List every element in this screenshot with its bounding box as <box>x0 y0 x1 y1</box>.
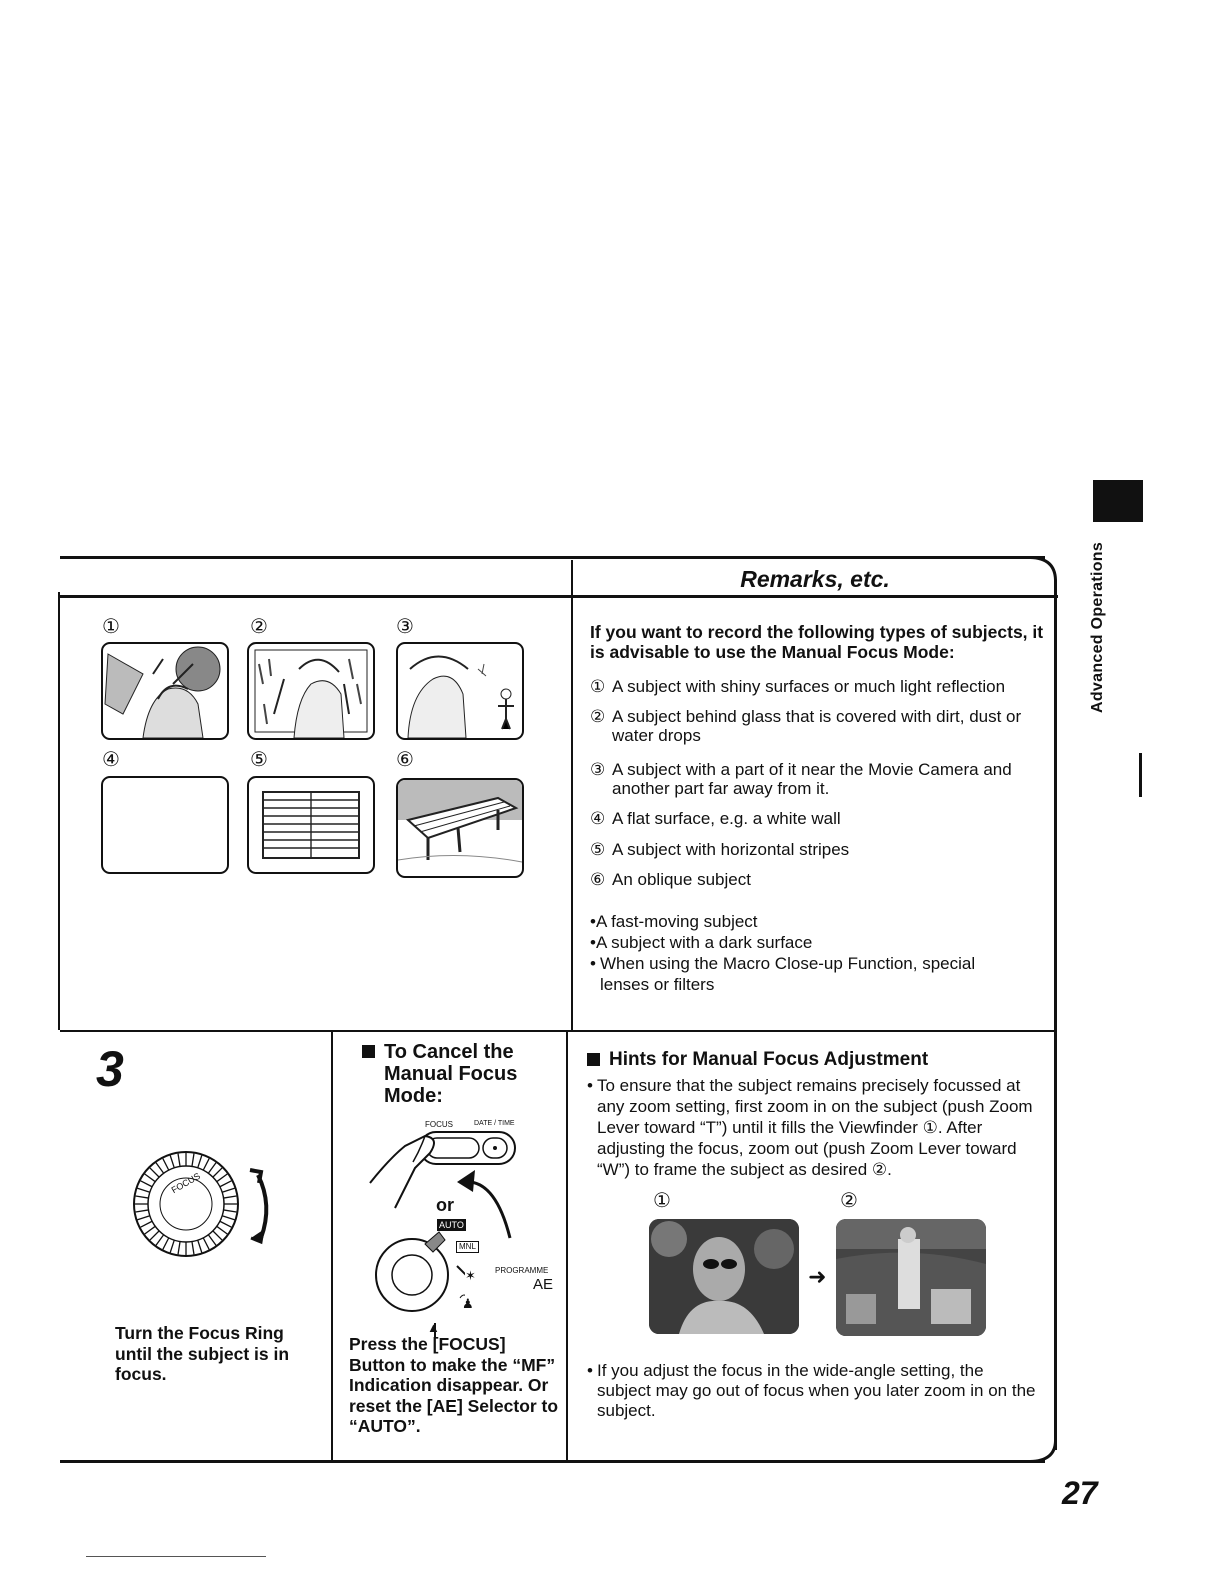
remarks-item-6-text: An oblique subject <box>612 870 751 889</box>
woman-near-figure-far-icon <box>398 644 522 738</box>
hints-bullet-1: • To ensure that the subject remains precisely focussed at any zoom setting, first zoom in on the subject (push Zoom Lever toward “T”) until it fills the Viewfinder ①. After adjusting the focus, zoom out (push Zoom Lever toward “W”) to frame the subject as desired ②. <box>587 1075 1042 1180</box>
remarks-bullet-1: •A fast-moving subject <box>590 912 758 931</box>
step-instruction: Turn the Focus Ring until the subject is in focus. <box>115 1323 290 1384</box>
portrait-mode-icon: ♟ <box>462 1296 474 1311</box>
illustration-horizontal-stripes <box>247 776 375 874</box>
focus-ring-dial <box>133 1150 293 1260</box>
hints-heading-text: Hints for Manual Focus Adjustment <box>609 1049 929 1070</box>
oblique-bench-icon <box>398 780 522 876</box>
hints-bullet-2-text: If you adjust the focus in the wide-angle setting, the subject may go out of focus when you later zoom in on the subject. <box>597 1361 1036 1420</box>
illustration-label-6: ⑥ <box>396 749 414 771</box>
running-person-icon: ✶ <box>465 1268 476 1283</box>
illustration-shiny-surface <box>101 642 229 740</box>
remarks-item-2 <box>590 707 1050 745</box>
selector-pointer-icon: ▲ <box>427 1320 440 1335</box>
illustration-label-3: ③ <box>396 616 414 638</box>
remarks-item-1-num: ① <box>590 677 606 696</box>
hints-heading <box>587 1049 1047 1071</box>
remarks-item-3 <box>590 760 1050 798</box>
remarks-item-2-text: A subject behind glass that is covered with dirt, dust or water drops <box>612 707 1022 745</box>
remarks-item-6 <box>590 870 1050 889</box>
ae-label: AE <box>533 1276 554 1293</box>
illustration-label-4: ④ <box>102 749 120 771</box>
remarks-intro: If you want to record the following types of subjects, it is advisable to use the Manual Focus Mode: <box>590 622 1044 662</box>
cancel-instruction: Press the [FOCUS] Button to make the “MF” Indication disappear. Or reset the [AE] Selector to “AUTO”. <box>349 1334 559 1436</box>
remarks-bullet-2-text: A subject with a dark surface <box>595 933 813 952</box>
frame-top-line <box>60 556 1045 559</box>
illustration-oblique-subject <box>396 778 524 878</box>
illustration-label-2: ② <box>250 616 268 638</box>
remarks-item-6-num: ⑥ <box>590 870 606 889</box>
illustration-near-and-far <box>396 642 524 740</box>
remarks-item-3-text: A subject with a part of it near the Movie Camera and another part far away from it. <box>612 760 1012 798</box>
illustration-behind-glass <box>247 642 375 740</box>
zoomed-out-photo <box>836 1219 986 1336</box>
remarks-item-5-num: ⑤ <box>590 840 606 859</box>
horizontal-stripes-icon <box>249 778 373 872</box>
frame-left-col-divider <box>331 1031 333 1463</box>
illustration-label-1: ① <box>102 616 120 638</box>
focus-button-label: FOCUS <box>425 1120 453 1129</box>
woman-behind-glass-icon <box>249 644 373 738</box>
photo-label-2: ② <box>840 1190 858 1212</box>
programme-label: PROGRAMME <box>495 1266 549 1275</box>
frame-middle-divider-top <box>571 560 573 1032</box>
illustration-label-5: ⑤ <box>250 749 268 771</box>
remarks-item-5 <box>590 840 1050 859</box>
edge-tick-mark <box>1139 753 1142 797</box>
heading-square-icon <box>587 1053 600 1066</box>
remarks-item-3-num: ③ <box>590 760 606 779</box>
page-number: 27 <box>1062 1475 1098 1511</box>
rotation-arrow-icon <box>455 1168 525 1248</box>
mnl-badge: MNL <box>456 1241 479 1253</box>
frame-section-divider <box>60 1030 1056 1032</box>
hints-bullet-2: • If you adjust the focus in the wide-angle setting, the subject may go out of focus when you later zoom in on the subject. <box>587 1361 1036 1420</box>
step-number: 3 <box>96 1041 124 1097</box>
photo-label-1: ① <box>653 1190 671 1212</box>
ae-selector-dial <box>375 1228 465 1338</box>
remarks-bullet-3: • When using the Macro Close-up Function, special lenses or filters <box>590 953 1020 995</box>
section-marker-block <box>1093 480 1143 522</box>
close-up-portrait-icon <box>649 1219 799 1334</box>
or-label: or <box>436 1195 454 1215</box>
remarks-item-4 <box>590 809 1050 828</box>
hints-bullet-1-text: To ensure that the subject remains precisely focussed at any zoom setting, first zoom in on the subject (push Zoom Lever toward “T”) until it fills the Viewfinder ①. After adjusting the focus, zoom out (push Zoom Lever toward “W”) to frame the subject as desired ②. <box>597 1076 1033 1179</box>
frame-bottom-line <box>60 1460 1045 1463</box>
remarks-title: Remarks, etc. <box>740 566 890 592</box>
wide-shot-scene-icon <box>836 1219 986 1336</box>
remarks-item-1 <box>590 677 1050 696</box>
date-time-button-label: DATE / TIME <box>474 1120 515 1127</box>
remarks-bullet-2: •A subject with a dark surface <box>590 933 813 952</box>
remarks-item-4-text: A flat surface, e.g. a white wall <box>612 809 841 828</box>
cancel-heading-text: To Cancel the Manual Focus Mode: <box>384 1041 518 1107</box>
remarks-item-5-text: A subject with horizontal stripes <box>612 840 850 859</box>
remarks-item-4-num: ④ <box>590 809 606 828</box>
remarks-item-2-num: ② <box>590 707 606 726</box>
remarks-bullet-1-text: A fast-moving subject <box>595 912 758 931</box>
section-tab-label: Advanced Operations <box>1089 541 1106 713</box>
remarks-bullet-3-text: When using the Macro Close-up Function, special lenses or filters <box>600 954 976 994</box>
woman-shielding-eyes-icon <box>103 644 227 738</box>
cancel-heading <box>362 1041 562 1107</box>
illustration-flat-surface <box>101 776 229 874</box>
frame-middle-divider-bottom <box>566 1031 568 1463</box>
arrow-right-icon: ➜ <box>808 1264 827 1289</box>
auto-badge: AUTO <box>439 1220 464 1230</box>
bottom-rule <box>86 1556 266 1557</box>
remarks-item-1-text: A subject with shiny surfaces or much light reflection <box>612 677 1006 696</box>
heading-square-icon <box>362 1045 375 1058</box>
frame-left-border <box>58 592 60 1030</box>
focus-dial-label: FOCUS <box>169 1170 202 1196</box>
zoomed-in-photo <box>649 1219 799 1334</box>
